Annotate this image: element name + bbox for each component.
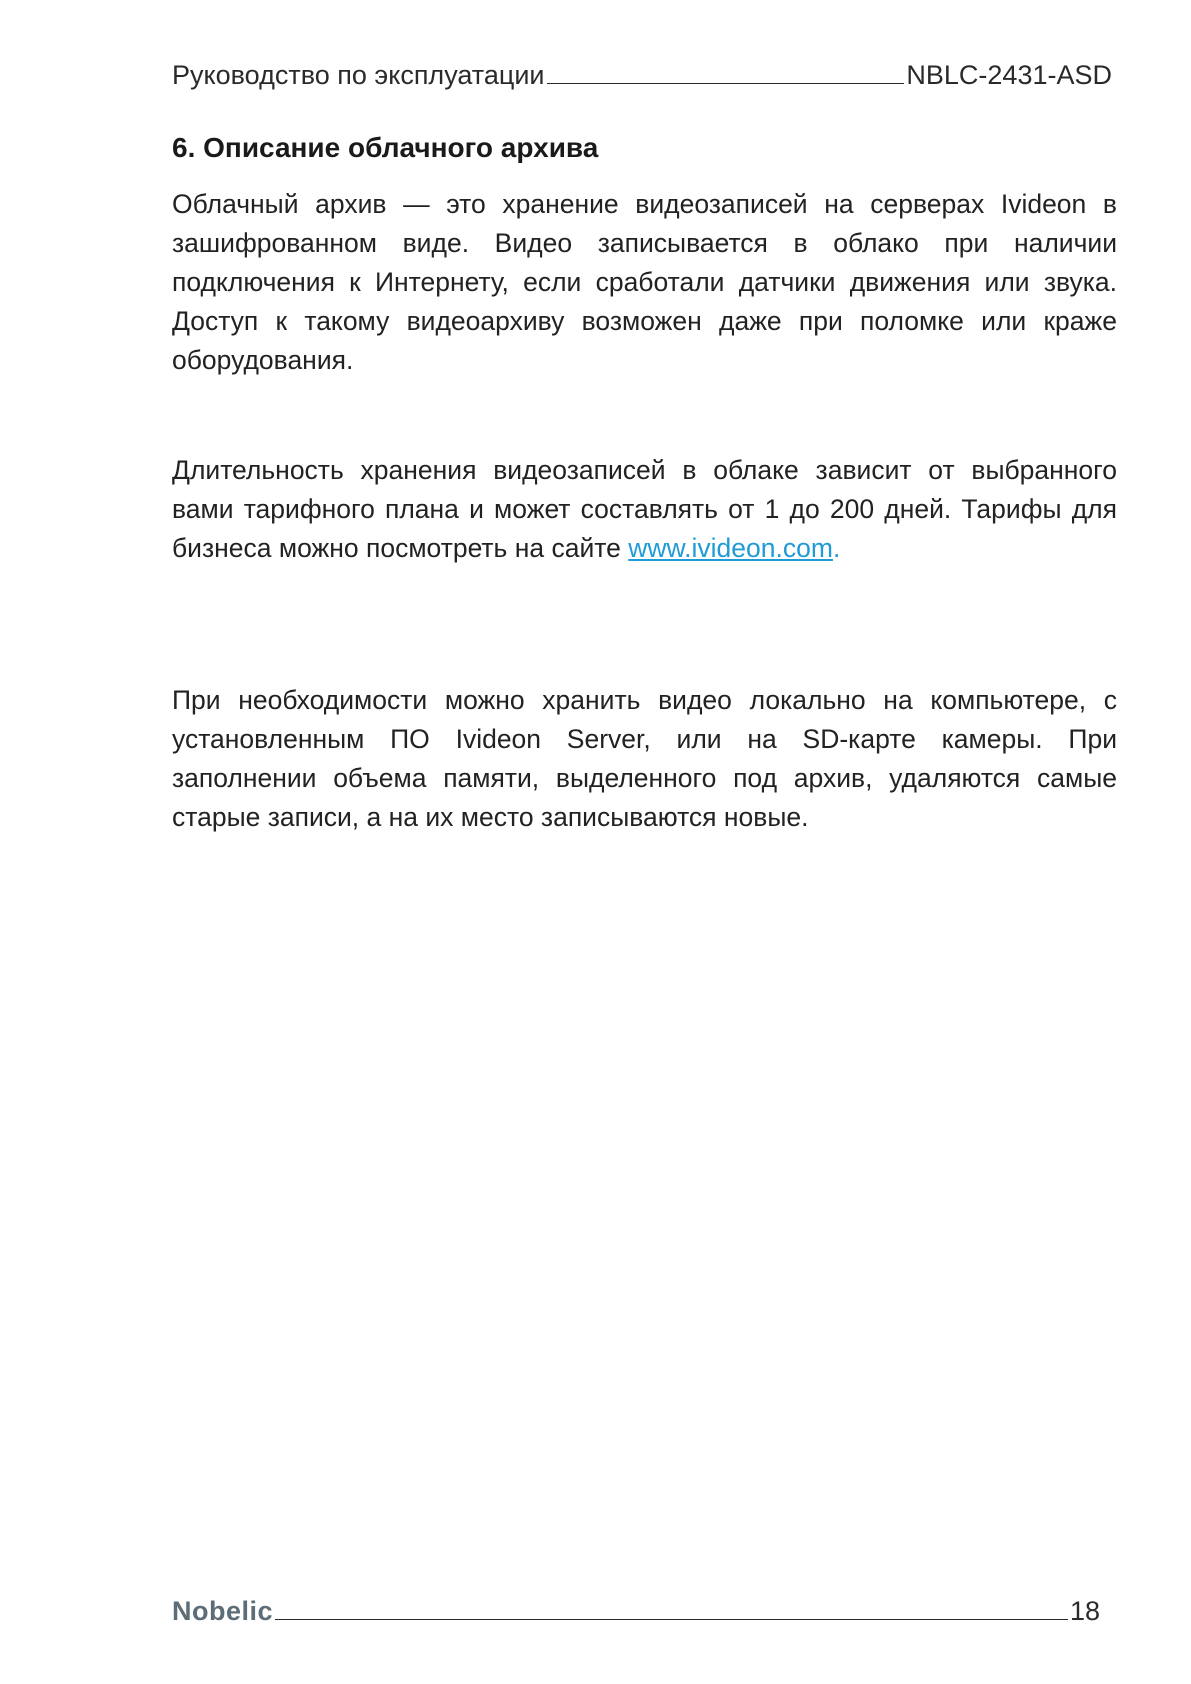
paragraph-cloud-archive: Облачный архив — это хранение видеозаписей на серверах Ivideon в зашифрованном виде. Видео записывается в облако при наличии подключения к Интернету, если сработали датчики движения или звука. Доступ к такому видеоархиву возможен даже при поломке или краже оборудования. xyxy=(172,189,1117,375)
footer-rule xyxy=(275,1618,1068,1620)
paragraph-local-storage: При необходимости можно хранить видео локально на компьютере, с установленным ПО Ivideon Server, или на SD-карте камеры. При заполнении объема памяти, выделенного под архив, удаляются самые старые записи, а на их место записываются новые. xyxy=(172,685,1117,832)
model-number: NBLC-2431-ASD xyxy=(906,60,1112,90)
paragraph-storage-duration xyxy=(172,451,1117,568)
section-title: 6. Описание облачного архива xyxy=(172,132,599,163)
header-rule xyxy=(547,82,905,84)
page-number: 18 xyxy=(1069,1596,1100,1626)
manual-title: Руководство по эксплуатации xyxy=(172,60,545,90)
brand-logo-text: Nobelic xyxy=(172,1596,274,1626)
link-period: . xyxy=(832,533,841,563)
page-header xyxy=(172,60,1112,91)
storage-duration-text: Длительность хранения видеозаписей в облаке зависит от выбранного вами тарифного плана и может составлять от 1 до 200 дней. Тарифы для бизнеса можно посмотреть на сайте xyxy=(172,455,1117,563)
ivideon-link[interactable]: www.ivideon.com xyxy=(628,533,833,563)
page-footer xyxy=(172,1596,1100,1627)
